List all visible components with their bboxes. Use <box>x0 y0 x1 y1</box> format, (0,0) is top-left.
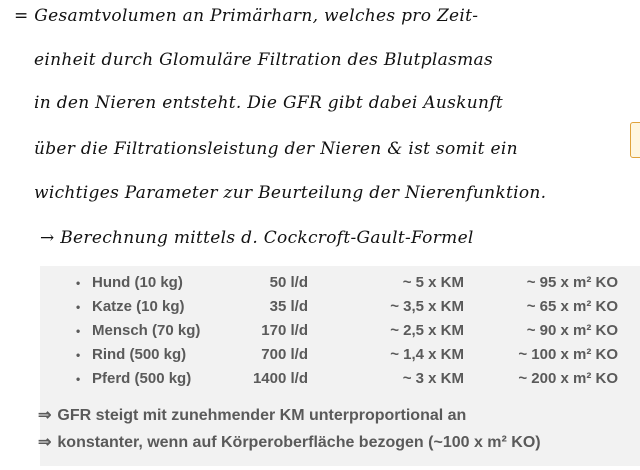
bullet: • <box>76 348 81 362</box>
volume-cell: 50 l/d <box>269 274 308 291</box>
table-row <box>40 294 640 318</box>
handwritten-line-1: = Gesamtvolumen an Primärharn, welches pro Zeit- <box>14 6 479 26</box>
animal-cell: Mensch (70 kg) <box>92 322 201 339</box>
table-row <box>40 366 640 390</box>
volume-cell: 170 l/d <box>261 322 308 339</box>
km-cell: ~ 3,5 x KM <box>390 298 464 315</box>
conclusion-text-2: konstanter, wenn auf Körperoberfläche bezogen (~100 x m² KO) <box>57 434 541 451</box>
bookmark-tab[interactable] <box>630 122 640 158</box>
ko-cell: ~ 100 x m² KO <box>518 346 618 363</box>
handwritten-line-6: → Berechnung mittels d. Cockcroft-Gault-Formel <box>40 228 474 248</box>
handwritten-line-2: einheit durch Glomuläre Filtration des Blutplasmas <box>34 50 493 70</box>
handwritten-line-5: wichtiges Parameter zur Beurteilung der Nierenfunktion. <box>34 183 547 203</box>
animal-cell: Hund (10 kg) <box>92 274 183 291</box>
km-cell: ~ 2,5 x KM <box>390 322 464 339</box>
animal-cell: Katze (10 kg) <box>92 298 185 315</box>
animal-cell: Pferd (500 kg) <box>92 370 192 387</box>
ko-cell: ~ 65 x m² KO <box>526 298 618 315</box>
table-row <box>40 270 640 294</box>
ko-cell: ~ 90 x m² KO <box>526 322 618 339</box>
km-cell: ~ 1,4 x KM <box>390 346 464 363</box>
ko-cell: ~ 95 x m² KO <box>526 274 618 291</box>
ko-cell: ~ 200 x m² KO <box>518 370 618 387</box>
implies-arrow-icon: ⇒ <box>38 434 52 451</box>
implies-arrow-icon: ⇒ <box>38 407 52 424</box>
km-cell: ~ 3 x KM <box>402 370 464 387</box>
conclusion-text-1: GFR steigt mit zunehmender KM unterproportional an <box>57 407 467 424</box>
bullet: • <box>76 324 81 338</box>
volume-cell: 1400 l/d <box>252 370 308 387</box>
animal-cell: Rind (500 kg) <box>92 346 187 363</box>
bullet: • <box>76 300 81 314</box>
handwritten-line-4: über die Filtrationsleistung der Nieren & ist somit ein <box>34 139 518 159</box>
handwritten-line-3: in den Nieren entsteht. Die GFR gibt dabei Auskunft <box>34 93 503 113</box>
table-row <box>40 318 640 342</box>
conclusion-line-1 <box>38 405 466 425</box>
table-row <box>40 342 640 366</box>
bullet: • <box>76 372 81 386</box>
volume-cell: 35 l/d <box>269 298 308 315</box>
km-cell: ~ 5 x KM <box>402 274 464 291</box>
volume-cell: 700 l/d <box>261 346 308 363</box>
conclusion-line-2 <box>38 432 541 452</box>
bullet: • <box>76 276 81 290</box>
